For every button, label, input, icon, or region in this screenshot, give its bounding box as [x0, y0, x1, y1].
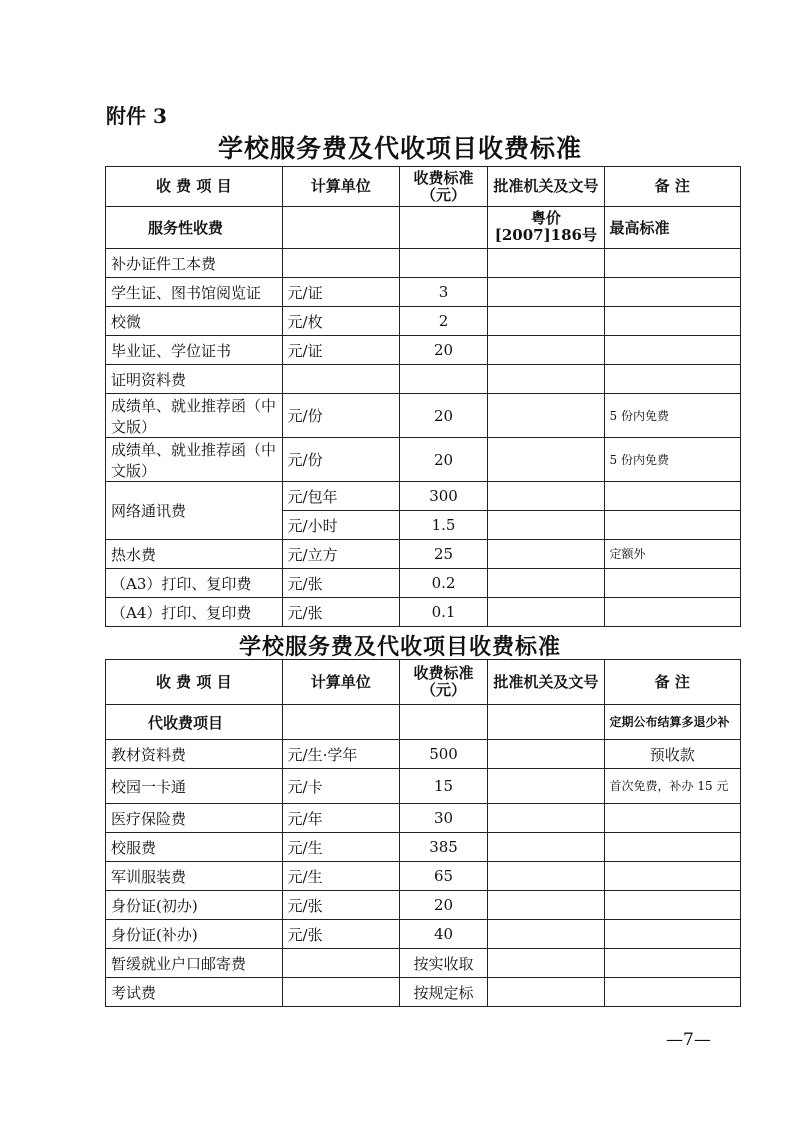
row-remark [604, 278, 740, 307]
row-authority [488, 278, 604, 307]
row-item: （A4）打印、复印费 [106, 598, 283, 627]
row-remark: 定额外 [604, 540, 740, 569]
table-row [106, 278, 741, 307]
row-standard: 30 [399, 804, 487, 833]
row-remark [604, 307, 740, 336]
row-item: 成绩单、就业推荐函（中文版） [106, 438, 283, 482]
table-row [106, 920, 741, 949]
network-std-b: 1.5 [399, 511, 487, 540]
row-unit: 元/生·学年 [282, 740, 399, 769]
row-item: 身份证(初办) [106, 891, 283, 920]
header-item: 收 费 项 目 [106, 167, 283, 207]
table-row [106, 598, 741, 627]
row-standard: 25 [399, 540, 487, 569]
row-remark [604, 949, 740, 978]
row-unit: 元/张 [282, 569, 399, 598]
row-authority [488, 249, 604, 278]
page-number: —7— [666, 1030, 711, 1050]
row-standard: 65 [399, 862, 487, 891]
row-authority [488, 949, 604, 978]
fee-table-collected [105, 659, 741, 1007]
section-remark: 最高标准 [604, 207, 740, 249]
row-authority [488, 740, 604, 769]
row-item: 军训服装费 [106, 862, 283, 891]
fee-table-services [105, 166, 741, 627]
row-item: 校服费 [106, 833, 283, 862]
row-unit: 元/年 [282, 804, 399, 833]
row-authority [488, 891, 604, 920]
table-row [106, 394, 741, 438]
row-item: 考试费 [106, 978, 283, 1007]
row-item: （A3）打印、复印费 [106, 569, 283, 598]
row-unit: 元/枚 [282, 307, 399, 336]
row-authority [488, 336, 604, 365]
row-standard: 500 [399, 740, 487, 769]
row-item: 身份证(补办) [106, 920, 283, 949]
row-unit: 元/张 [282, 920, 399, 949]
row-authority [488, 769, 604, 804]
row-remark [604, 336, 740, 365]
table1-title: 学校服务费及代收项目收费标准 [217, 134, 582, 163]
row-item: 成绩单、就业推荐函（中文版） [106, 394, 283, 438]
row-item: 校园一卡通 [106, 769, 283, 804]
table2-title: 学校服务费及代收项目收费标准 [238, 634, 561, 660]
header-unit: 计算单位 [282, 167, 399, 207]
row-authority [488, 569, 604, 598]
row-unit: 元/生 [282, 862, 399, 891]
row-item: 学生证、图书馆阅览证 [106, 278, 283, 307]
row-authority [488, 394, 604, 438]
header-authority: 批准机关及文号 [488, 167, 604, 207]
row-standard: 0.1 [399, 598, 487, 627]
row-unit [282, 365, 399, 394]
row-authority [488, 862, 604, 891]
row-standard: 3 [399, 278, 487, 307]
row-unit: 元/份 [282, 394, 399, 438]
table-row [106, 249, 741, 278]
table-header-row [106, 167, 741, 207]
row-standard: 15 [399, 769, 487, 804]
row-authority [488, 804, 604, 833]
header-standard: 收费标准（元） [399, 167, 487, 207]
table-row [106, 365, 741, 394]
row-remark [604, 804, 740, 833]
row-authority [488, 598, 604, 627]
network-item: 网络通讯费 [106, 482, 283, 540]
row-item: 校微 [106, 307, 283, 336]
row-unit [282, 249, 399, 278]
row-standard: 40 [399, 920, 487, 949]
header-standard: 收费标准（元） [399, 660, 487, 705]
row-item: 热水费 [106, 540, 283, 569]
header-remark: 备 注 [604, 660, 740, 705]
row-standard [399, 249, 487, 278]
row-unit: 元/卡 [282, 769, 399, 804]
network-std-a: 300 [399, 482, 487, 511]
row-unit: 元/张 [282, 598, 399, 627]
row-item: 毕业证、学位证书 [106, 336, 283, 365]
row-standard: 2 [399, 307, 487, 336]
row-item: 暂缓就业户口邮寄费 [106, 949, 283, 978]
table-row [106, 891, 741, 920]
table-row [106, 438, 741, 482]
row-remark [604, 365, 740, 394]
header-authority: 批准机关及文号 [488, 660, 604, 705]
row-remark [604, 598, 740, 627]
table-row [106, 740, 741, 769]
row-item: 证明资料费 [106, 365, 283, 394]
table-row [106, 769, 741, 804]
row-unit: 元/立方 [282, 540, 399, 569]
table-row [106, 862, 741, 891]
row-authority [488, 833, 604, 862]
row-standard: 20 [399, 394, 487, 438]
row-authority [488, 307, 604, 336]
row-unit: 元/张 [282, 891, 399, 920]
table-row [106, 482, 741, 511]
section-remark: 定期公布结算多退少补 [604, 705, 740, 740]
section-authority: 粤价[2007]186号 [488, 207, 604, 249]
section-label: 代收费项目 [106, 705, 283, 740]
row-remark [604, 249, 740, 278]
row-remark: 首次免费，补办 15 元 [604, 769, 740, 804]
table-row [106, 804, 741, 833]
table-row [106, 833, 741, 862]
row-remark [604, 920, 740, 949]
row-authority [488, 365, 604, 394]
row-item: 医疗保险费 [106, 804, 283, 833]
section-row [106, 207, 741, 249]
row-remark: 5 份内免费 [604, 438, 740, 482]
row-standard: 0.2 [399, 569, 487, 598]
table-row [106, 978, 741, 1007]
row-authority [488, 920, 604, 949]
row-remark [604, 862, 740, 891]
header-unit: 计算单位 [282, 660, 399, 705]
row-remark [604, 569, 740, 598]
row-unit [282, 949, 399, 978]
header-item: 收 费 项 目 [106, 660, 283, 705]
row-item: 教材资料费 [106, 740, 283, 769]
row-standard: 20 [399, 336, 487, 365]
row-item: 补办证件工本费 [106, 249, 283, 278]
section-row [106, 705, 741, 740]
row-remark: 预收款 [604, 740, 740, 769]
row-remark [604, 891, 740, 920]
row-standard: 385 [399, 833, 487, 862]
table-header-row [106, 660, 741, 705]
row-authority [488, 540, 604, 569]
table-row [106, 540, 741, 569]
table-row [106, 569, 741, 598]
header-remark: 备 注 [604, 167, 740, 207]
row-standard: 20 [399, 891, 487, 920]
row-authority [488, 978, 604, 1007]
attachment-label: 附件 3 [106, 104, 167, 128]
table-row [106, 307, 741, 336]
row-standard: 20 [399, 438, 487, 482]
row-remark [604, 833, 740, 862]
row-unit: 元/生 [282, 833, 399, 862]
row-unit: 元/份 [282, 438, 399, 482]
network-unit-b: 元/小时 [282, 511, 399, 540]
section-label: 服务性收费 [106, 207, 283, 249]
table-row [106, 949, 741, 978]
row-remark: 5 份内免费 [604, 394, 740, 438]
row-unit: 元/证 [282, 278, 399, 307]
row-standard: 按规定标 [399, 978, 487, 1007]
table-row [106, 336, 741, 365]
row-remark [604, 978, 740, 1007]
row-unit [282, 978, 399, 1007]
row-unit: 元/证 [282, 336, 399, 365]
row-standard [399, 365, 487, 394]
network-unit-a: 元/包年 [282, 482, 399, 511]
row-authority [488, 438, 604, 482]
row-standard: 按实收取 [399, 949, 487, 978]
